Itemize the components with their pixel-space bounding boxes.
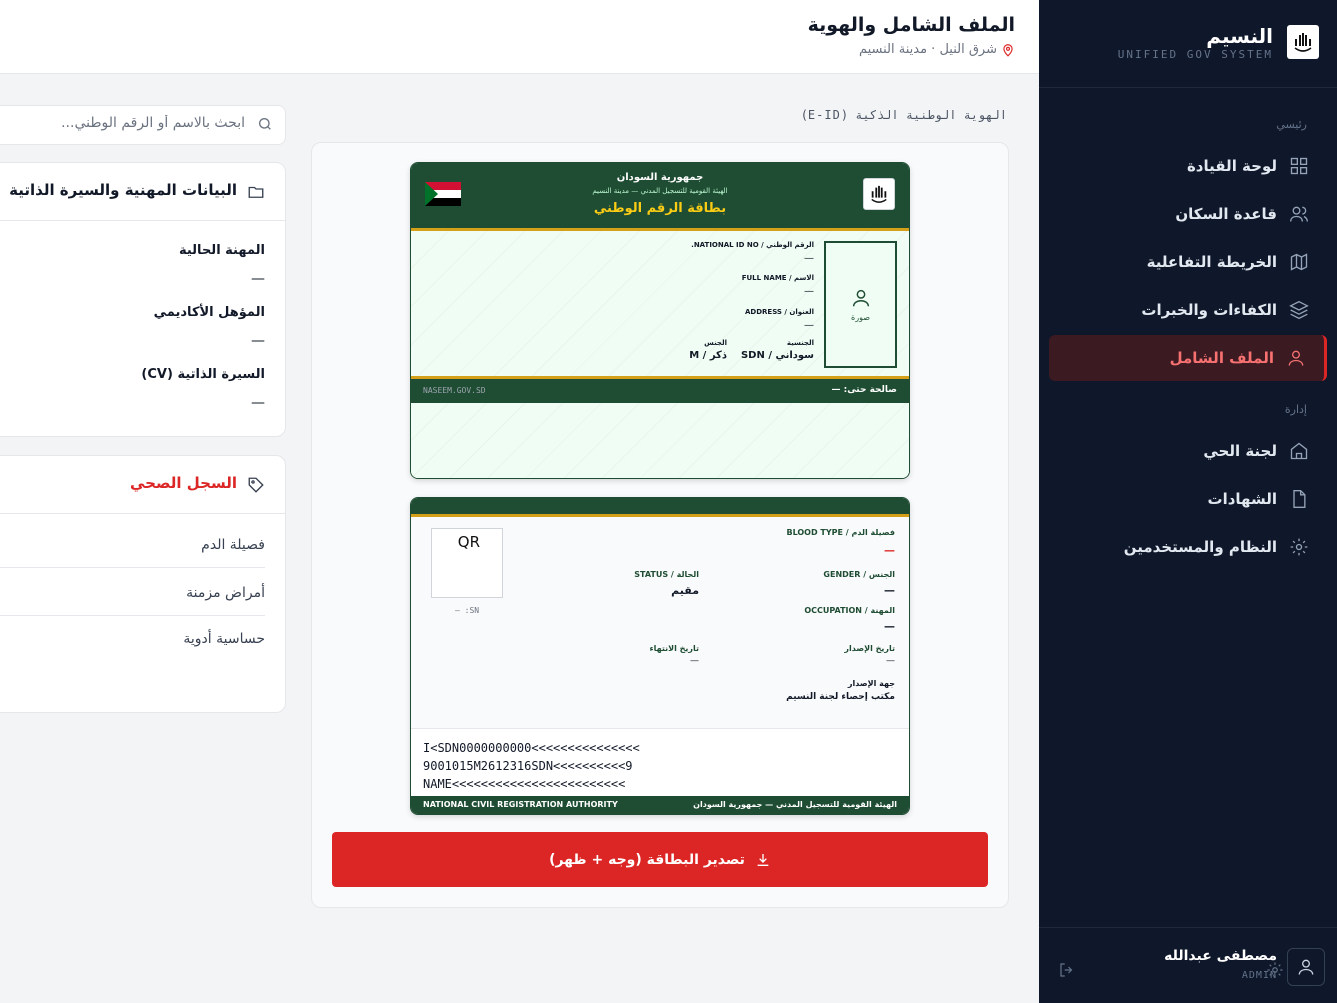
sex-label: الجنس [704,339,727,347]
card-title: بطاقة الرقم الوطني [593,201,727,216]
card-country: جمهورية السودان [616,172,704,183]
id-card-front [410,162,910,479]
user-box [1039,927,1337,1003]
gender-label: الجنس / GENDER [823,570,895,579]
user-name: مصطفى عبدالله [1164,948,1277,964]
app-logo [1287,25,1319,59]
location-text: شرق النيل · مدينة النسيم [858,42,997,57]
professional-panel [0,162,286,437]
sidebar-item-label: الشهادات [1207,490,1277,508]
brand [1039,0,1337,88]
map-pin-icon [1001,43,1015,57]
gear-icon [1266,961,1284,979]
panel-header [0,163,285,221]
photo-label: صورة [851,313,870,322]
nav-section-main: رئيسي [1276,118,1307,131]
sidebar-item-label: لوحة القيادة [1186,157,1277,175]
grid-icon [1289,156,1309,176]
sidebar-item-label: لجنة الحي [1203,442,1277,460]
logout-button[interactable] [1055,958,1079,982]
card-back-footer [411,796,909,814]
occupation-label: المهنة / OCCUPATION [804,606,895,615]
search-box[interactable] [0,105,286,145]
users-icon [1289,204,1309,224]
photo-placeholder [824,241,897,368]
page-location [859,42,1015,57]
settings-button[interactable] [1263,958,1287,982]
sidebar-item-label: الملف الشامل [1169,349,1274,367]
full-name-label: الاسم / FULL NAME [741,274,814,282]
emblem-icon [863,178,895,210]
file-icon [1289,489,1309,509]
nav-section-admin: إدارة [1284,403,1307,416]
sex-value: ذكر / M [689,350,727,361]
issue-date-label: تاريخ الإصدار [844,644,895,653]
card-authority: الهيئة القومية للتسجيل المدني — مدينة النسيم [592,187,728,195]
gender-value: — [884,584,895,597]
current-job-value: — [251,271,265,287]
panel-header [0,456,285,514]
mrz-line: I<SDN0000000000<<<<<<<<<<<<<<< [423,741,640,755]
nationality-label: الجنسية [786,339,814,347]
health-row-allergy [0,616,265,662]
nationality-value: سوداني / SDN [740,350,814,361]
sidebar-item-map[interactable] [1049,239,1327,285]
health-row-blood [0,522,265,568]
top-header [0,0,1039,74]
issuer-label: جهة الإصدار [847,679,895,688]
blood-type-label: فصيلة الدم / BLOOD TYPE [786,528,895,537]
blood-type-value: — [884,544,895,557]
card-front-lower [411,403,909,479]
tag-icon [247,476,265,494]
cv-value: — [251,395,265,411]
expiry-date-label: تاريخ الانتهاء [649,644,699,653]
app-subtitle: UNIFIED GOV SYSTEM [1117,48,1273,61]
address-value: — [804,320,814,331]
card-website: NASEEM.GOV.SD [423,386,486,395]
footer-en: NATIONAL CIVIL REGISTRATION AUTHORITY [423,800,618,809]
user-icon [1296,957,1316,977]
download-icon [755,852,771,868]
current-job-label: المهنة الحالية [178,243,265,258]
sidebar-item-committee[interactable] [1049,428,1327,474]
user-icon [850,287,872,309]
sidebar-item-population[interactable] [1049,191,1327,237]
sidebar-item-dashboard[interactable] [1049,143,1327,189]
mrz-line: NAME<<<<<<<<<<<<<<<<<<<<<<<< [423,777,626,791]
row-label: أمراض مزمنة [186,584,265,601]
issuer-value: مكتب إحصاء لجنة النسيم [786,692,895,702]
export-card-button[interactable] [332,832,988,887]
card-front-footer [411,379,909,403]
mrz-zone [411,728,909,796]
panel-title: البيانات المهنية والسيرة الذاتية [9,181,237,199]
card-front-header [411,163,909,228]
sidebar-item-profile[interactable] [1049,335,1327,381]
cv-label: السيرة الذاتية (CV) [141,367,265,382]
sidebar-item-certificates[interactable] [1049,476,1327,522]
sidebar-item-system[interactable] [1049,524,1327,570]
sidebar-item-label: الكفاءات والخبرات [1141,301,1277,319]
footer-ar: الهيئة القومية للتسجيل المدني — جمهورية السودان [693,800,897,809]
layers-icon [1289,300,1309,320]
sidebar [1039,0,1337,1003]
card-front-body [411,231,909,376]
logout-icon [1058,961,1076,979]
eid-label: الهوية الوطنية الذكية (E-ID) [800,108,1007,122]
sidebar-item-label: قاعدة السكان [1175,205,1277,223]
app-name: النسيم [1206,24,1273,48]
occupation-value: — [884,620,895,633]
gear-icon [1289,537,1309,557]
health-row-chronic [0,570,265,616]
sidebar-item-skills[interactable] [1049,287,1327,333]
status-label: الحالة / STATUS [634,570,699,579]
user-icon [1286,348,1306,368]
folder-icon [247,183,265,201]
row-label: فصيلة الدم [201,536,265,553]
status-value: مقيم [671,584,699,597]
sidebar-item-label: الخريطة التفاعلية [1146,253,1277,271]
national-id-value: — [804,253,814,264]
panel-title: السجل الصحي [130,474,237,492]
page-title: الملف الشامل والهوية [807,14,1015,36]
education-value: — [251,333,265,349]
national-id-label: الرقم الوطني / NATIONAL ID NO. [691,241,814,249]
avatar[interactable] [1287,948,1325,986]
issue-date-value: — [886,656,895,666]
export-label: تصدير البطاقة (وجه + ظهر) [549,851,745,868]
home-icon [1289,441,1309,461]
card-valid-until: صالحة حتى: — [831,385,897,395]
health-panel [0,455,286,713]
mrz-line: 9001015M2612316SDN<<<<<<<<<<9 [423,759,633,773]
full-name-value: — [804,286,814,297]
row-label: حساسية أدوية [183,631,265,647]
sidebar-item-label: النظام والمستخدمين [1123,538,1277,556]
serial-number: SN: — [455,606,480,615]
search-icon [257,116,273,132]
qr-code: QR [431,528,503,598]
address-label: العنوان / ADDRESS [744,308,814,316]
search-input[interactable] [15,115,245,131]
map-icon [1289,252,1309,272]
education-label: المؤهل الأكاديمي [153,305,265,320]
id-card-back [410,497,910,815]
expiry-date-value: — [690,656,699,666]
user-role: ADMIN [1241,970,1277,981]
